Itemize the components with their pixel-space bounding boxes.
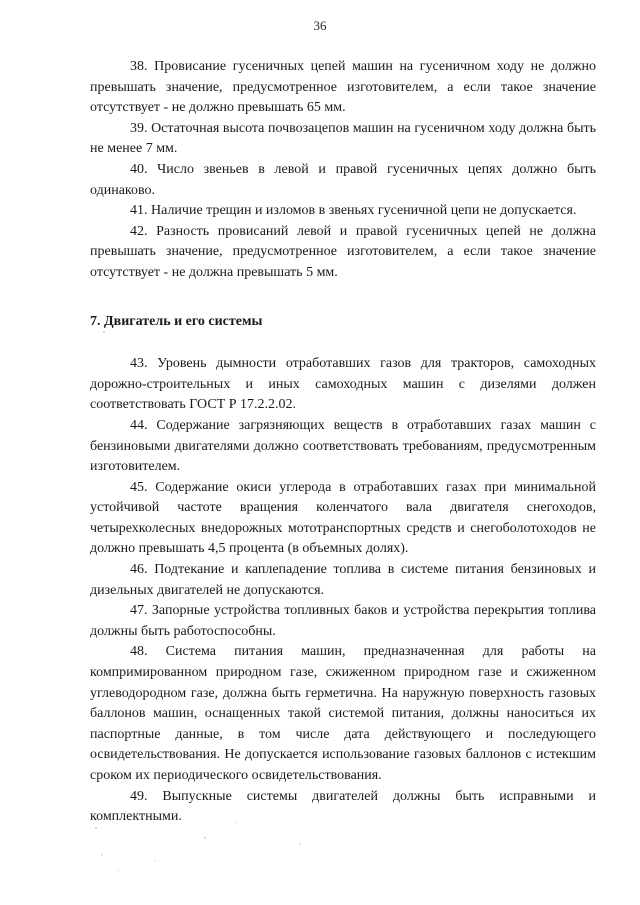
section-heading: 7. Двигатель и его системы [90, 313, 263, 329]
document-body [90, 57, 596, 828]
paragraph-47: 47. Запорные устройства топливных баков и устройства перекрытия топлива должны быть работоспособны. [90, 603, 596, 639]
paragraph-45: 45. Содержание окиси углерода в отработавших газах при минимальной устойчивой частоте вращения коленчатого вала двигателя снегоходов, четырехколесных внедорожных мототранспортных средств и снегоболотоходов не должно превышать 4,5 процента (в объемных долях). [90, 479, 596, 557]
paragraph-38: 38. Провисание гусеничных цепей машин на гусеничном ходу не должно превышать значение, предусмотренное изготовителем, а если такое значение отсутствует - не должно превышать 65 мм. [90, 59, 596, 116]
paragraph-42: 42. Разность провисаний левой и правой гусеничных цепей не должна превышать значение, предусмотренное изготовителем, а если такое значение отсутствует - не должна превышать 5 мм. [90, 223, 596, 280]
paragraph-46: 46. Подтекание и каплепадение топлива в системе питания бензиновых и дизельных двигателей не допускаются. [90, 562, 596, 598]
paragraph-39: 39. Остаточная высота почвозацепов машин на гусеничном ходу должна быть не менее 7 мм. [90, 120, 596, 157]
paragraph-49: 49. Выпускные системы двигателей должны быть исправными и комплектными. [90, 788, 596, 825]
page-number: 36 [313, 18, 327, 33]
paragraph-43: 43. Уровень дымности отработавших газов для тракторов, самоходных дорожно-строительных и иных самоходных машин с дизелями должен соответствовать ГОСТ Р 17.2.2.02. [90, 356, 596, 413]
paragraph-40: 40. Число звеньев в левой и правой гусеничных цепях должно быть одинаково. [90, 161, 596, 198]
paragraph-44: 44. Содержание загрязняющих веществ в отработавших газах машин с бензиновыми двигателями должно соответствовать требованиям, предусмотренным изготовителем. [90, 417, 596, 475]
paragraph-41: 41. Наличие трещин и изломов в звеньях гусеничной цепи не допускается. [130, 203, 577, 219]
paragraph-48: 48. Система питания машин, предназначенная для работы на компримированном природном газе, сжиженном природном газе и сжиженном углеводородном газе, должна быть герметична. На наружную поверхность газовых баллонов машин, оснащенных такой системой питания, должны наноситься их паспортные данные, в том числе дата действующего и последующего освидетельствования. Не допускается использование газовых баллонов с истекшим сроком их периодического освидетельствования. [90, 644, 596, 783]
